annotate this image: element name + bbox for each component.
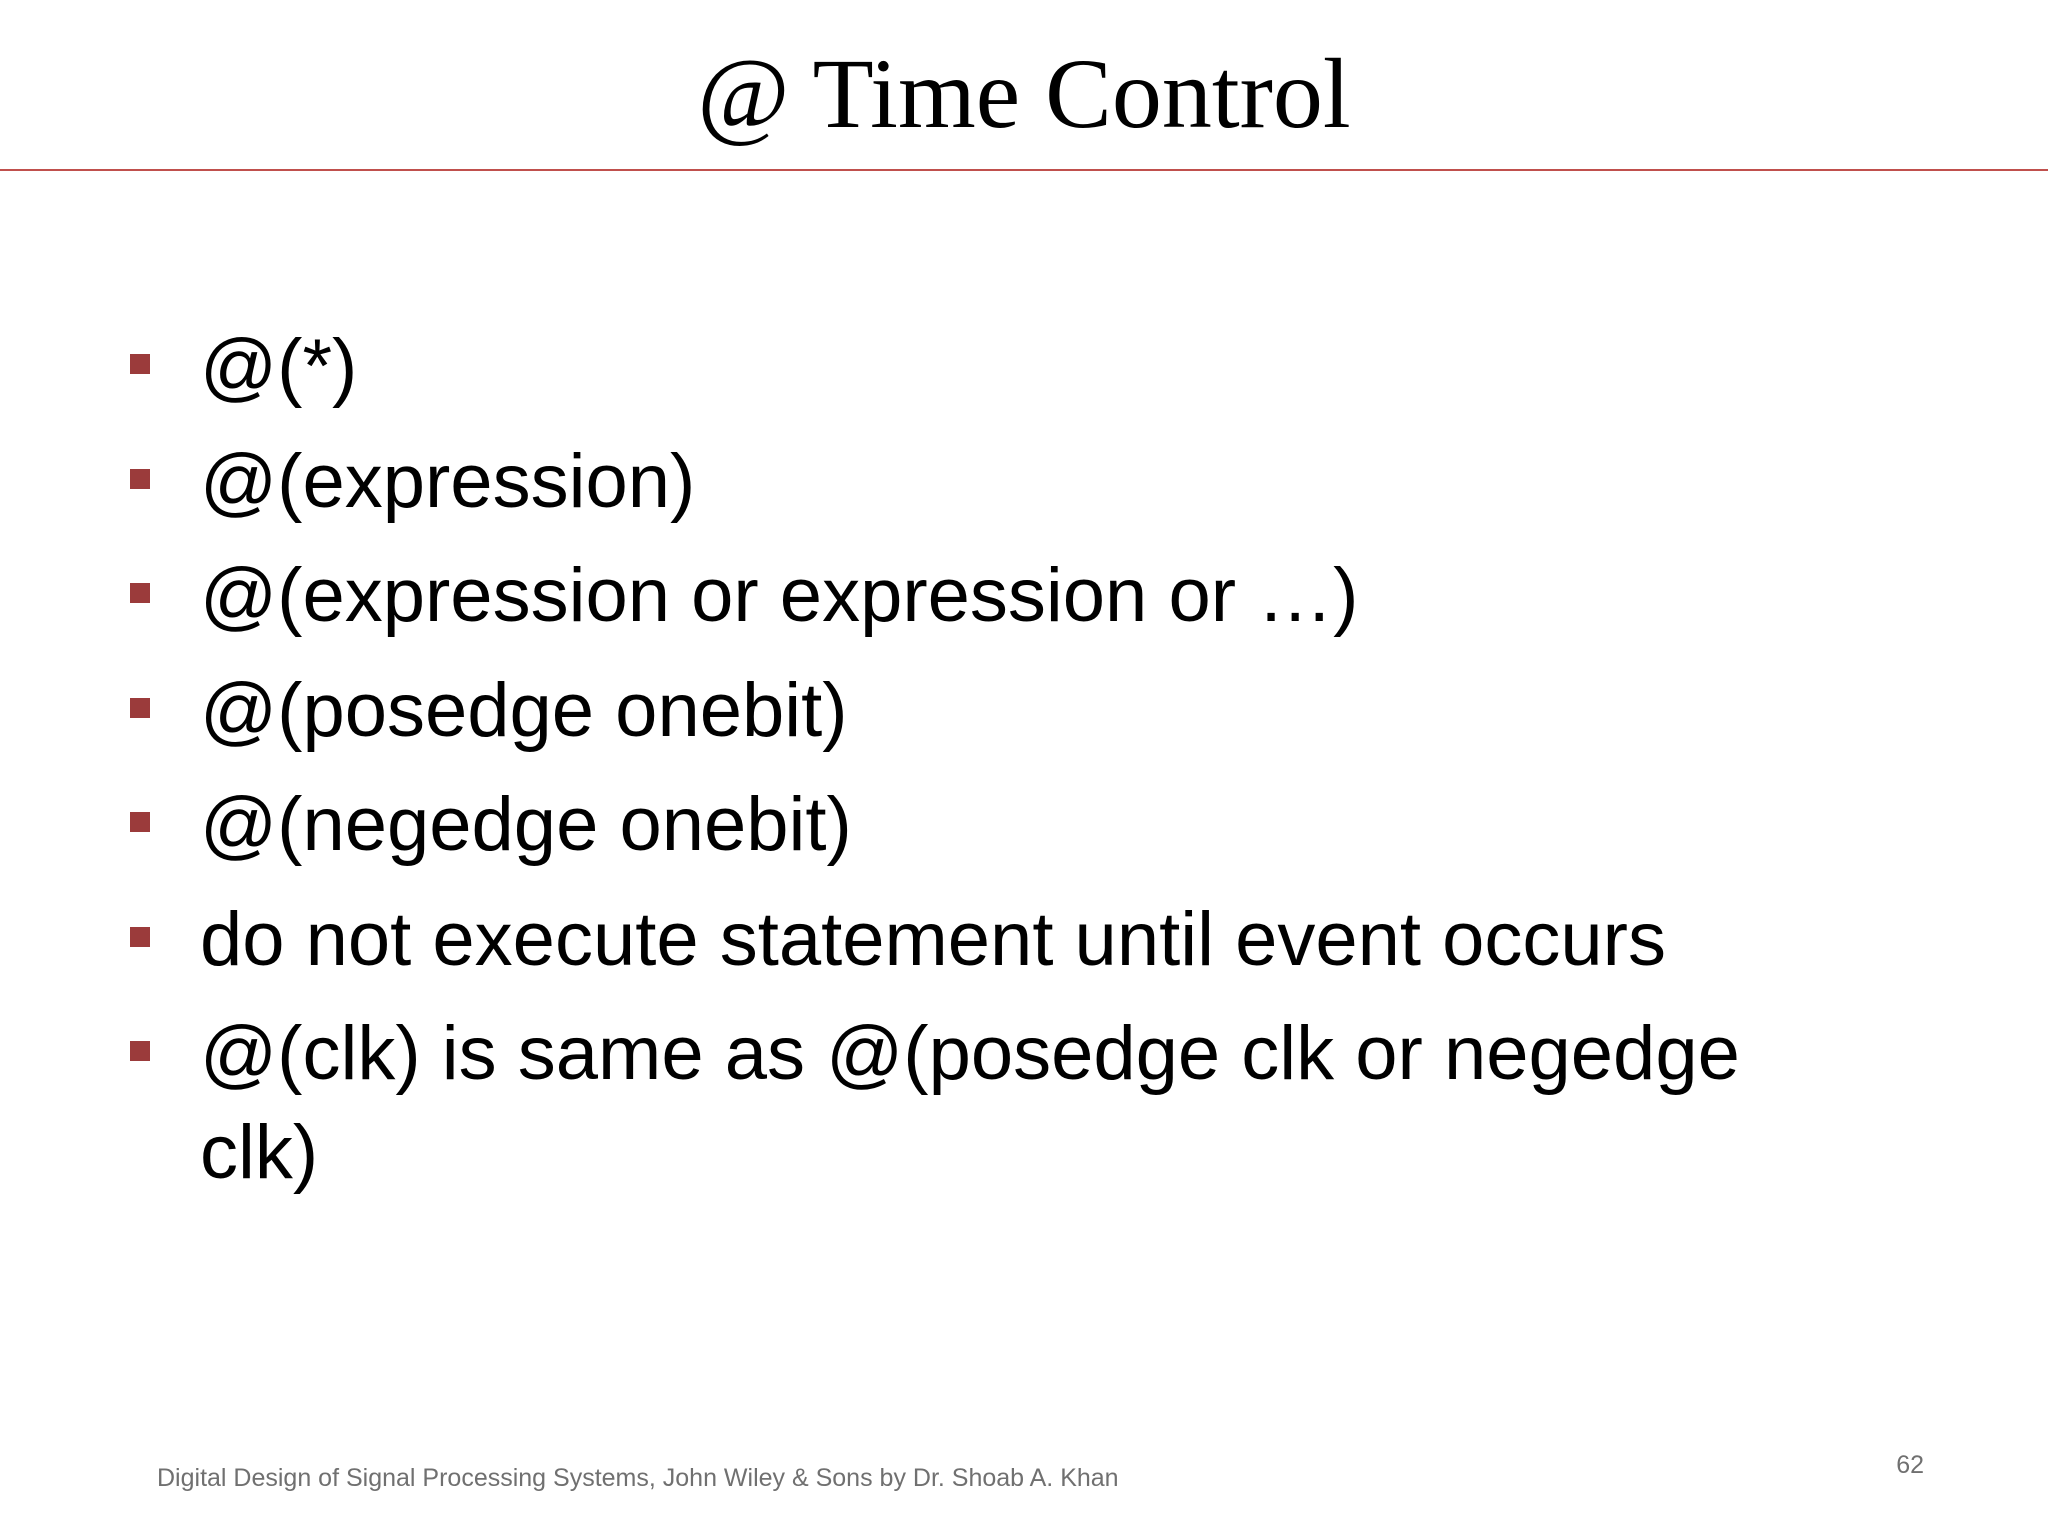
footer-citation: Digital Design of Signal Processing Systems, John Wiley & Sons by Dr. Shoab A. Khan xyxy=(157,1464,1119,1492)
square-bullet-icon xyxy=(130,927,150,947)
bullet-text: @(negedge onebit) xyxy=(200,782,852,867)
square-bullet-icon xyxy=(130,354,150,374)
square-bullet-icon xyxy=(130,583,150,603)
square-bullet-icon xyxy=(130,1041,150,1061)
bullet-text: @(clk) is same as @(posedge clk or negedge clk) xyxy=(200,1011,1740,1195)
square-bullet-icon xyxy=(130,469,150,489)
bullet-text: @(expression) xyxy=(200,439,696,524)
bullet-text: @(posedge onebit) xyxy=(200,668,848,753)
bullet-text: @(expression or expression or …) xyxy=(200,553,1359,638)
bullet-text: do not execute statement until event occurs xyxy=(200,897,1666,982)
square-bullet-icon xyxy=(130,698,150,718)
bullet-text: @(*) xyxy=(200,324,358,409)
square-bullet-icon xyxy=(130,812,150,832)
title-divider xyxy=(0,169,2048,171)
page-number: 62 xyxy=(1896,1451,1924,1479)
slide-title: @ Time Control xyxy=(697,38,1351,149)
